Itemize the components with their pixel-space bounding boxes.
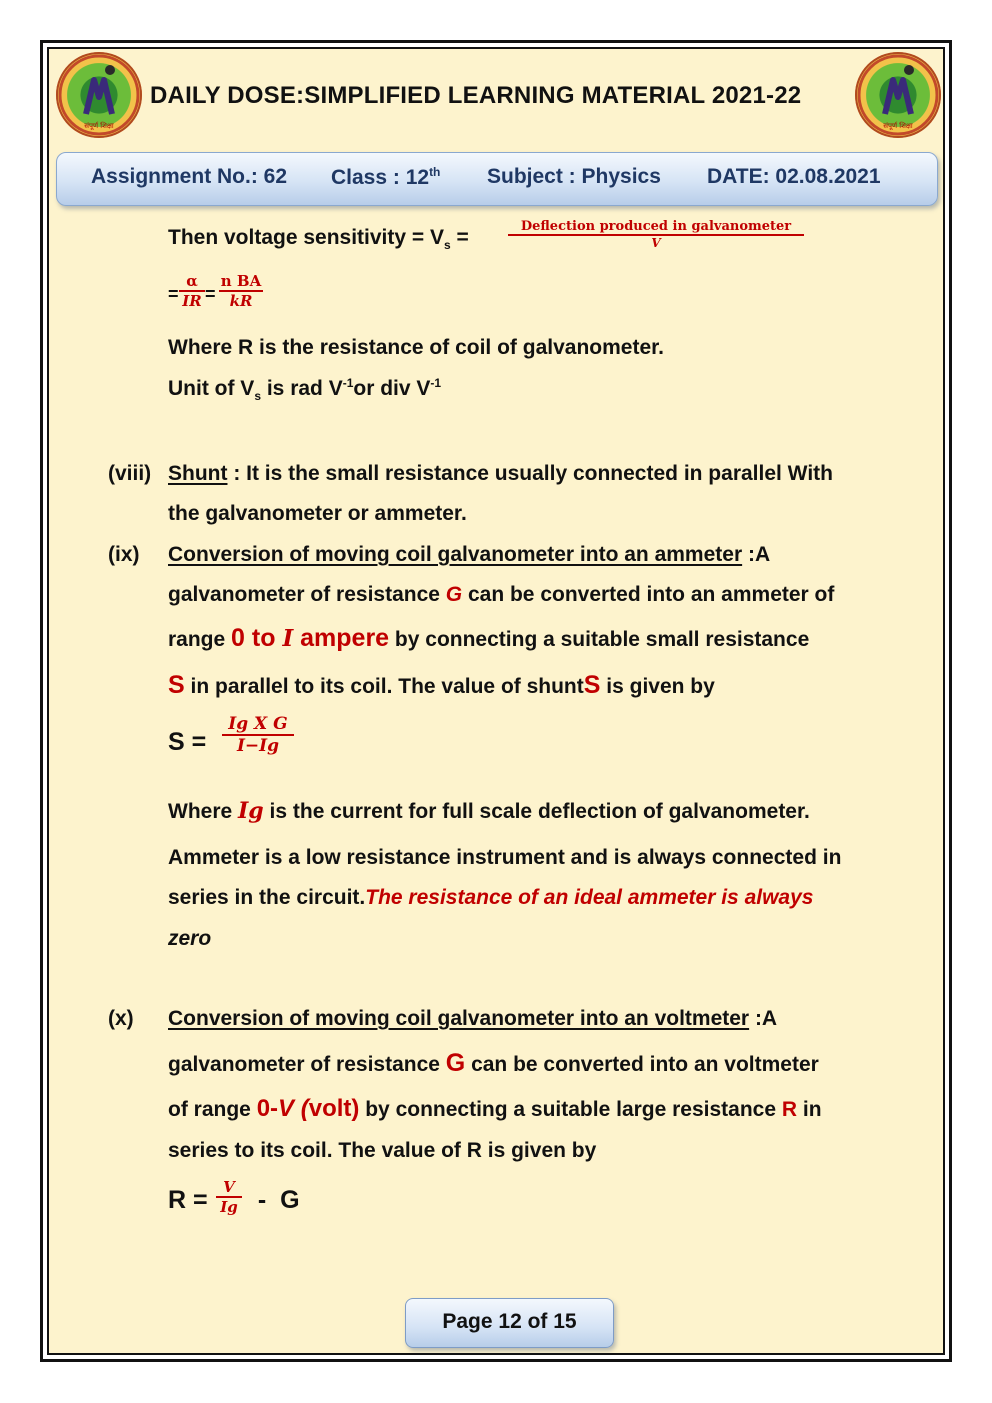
ammeter-line-3: range 0 to I ampere by connecting a suitable small resistance xyxy=(168,624,810,652)
item-number-x: (x) xyxy=(108,1007,134,1030)
voltmeter-line-2: galvanometer of resistance G can be converted into an voltmeter xyxy=(168,1049,819,1077)
nba-over-kr: n BA kR xyxy=(220,272,262,310)
eq-lead: = xyxy=(168,284,179,304)
ammeter-note-2: series in the circuit.The resistance of an ideal ammeter is always xyxy=(168,886,814,909)
assignment-info-bar xyxy=(56,152,938,206)
school-logo-left xyxy=(56,52,142,138)
voltage-sensitivity-fraction: Deflection produced in galvanometer V xyxy=(508,219,804,250)
ammeter-heading: Conversion of moving coil galvanometer into an ammeter :A xyxy=(168,543,771,566)
voltmeter-line-4: series to its coil. The value of R is given by xyxy=(168,1139,597,1162)
resistance-formula-fraction: V Ig xyxy=(216,1178,242,1216)
svg-text:संपूर्ण शिक्षा: संपूर्ण शिक्षा xyxy=(84,122,114,130)
date-label: DATE: 02.08.2021 xyxy=(707,165,881,188)
shunt-definition-cont: the galvanometer or ammeter. xyxy=(168,502,467,525)
voltage-sensitivity-line: Then voltage sensitivity = $V_s$ = xyxy=(168,226,469,253)
shunt-formula-fraction: Ig X G I−Ig xyxy=(222,714,294,756)
eq-mid: = xyxy=(205,284,216,304)
school-logo-right xyxy=(855,52,941,138)
assignment-number: Assignment No.: 62 xyxy=(91,165,288,188)
resistance-formula-tail: - G xyxy=(244,1186,300,1214)
ammeter-note-3: zero xyxy=(168,927,212,950)
svg-text:संपूर्ण शिक्षा: संपूर्ण शिक्षा xyxy=(883,122,913,130)
item-number-viii: (viii) xyxy=(108,462,152,485)
ig-definition: Where Ig is the current for full scale deflection of galvanometer. xyxy=(168,798,810,824)
shunt-definition: Shunt : It is the small resistance usually connected in parallel With xyxy=(168,462,833,485)
ammeter-line-4: S in parallel to its coil. The value of shuntS is given by xyxy=(168,671,715,699)
unit-line: Unit of $V_s$ is rad $V^{-1}or$ div $V^{-1}$ xyxy=(168,376,442,404)
class-label: Class : 12th xyxy=(331,165,441,189)
resistance-note: Where R is the resistance of coil of galvanometer. xyxy=(168,336,664,359)
page-number: Page 12 of 15 xyxy=(405,1298,614,1348)
shunt-formula-lhs: S = xyxy=(168,728,207,756)
voltmeter-line-3: of range 0-V (volt) by connecting a suitable large resistance R in xyxy=(168,1095,822,1122)
ammeter-note-1: Ammeter is a low resistance instrument and is always connected in xyxy=(168,846,842,869)
alpha-over-ir: α IR xyxy=(179,272,205,310)
voltmeter-heading: Conversion of moving coil galvanometer into an voltmeter :A xyxy=(168,1007,778,1030)
document-title: DAILY DOSE:SIMPLIFIED LEARNING MATERIAL 2021-22 xyxy=(150,82,802,109)
resistance-formula-lhs: R = xyxy=(168,1186,208,1214)
subject-label: Subject : Physics xyxy=(487,165,661,188)
item-number-ix: (ix) xyxy=(108,543,140,566)
ammeter-line-2: galvanometer of resistance G can be converted into an ammeter of xyxy=(168,583,835,606)
